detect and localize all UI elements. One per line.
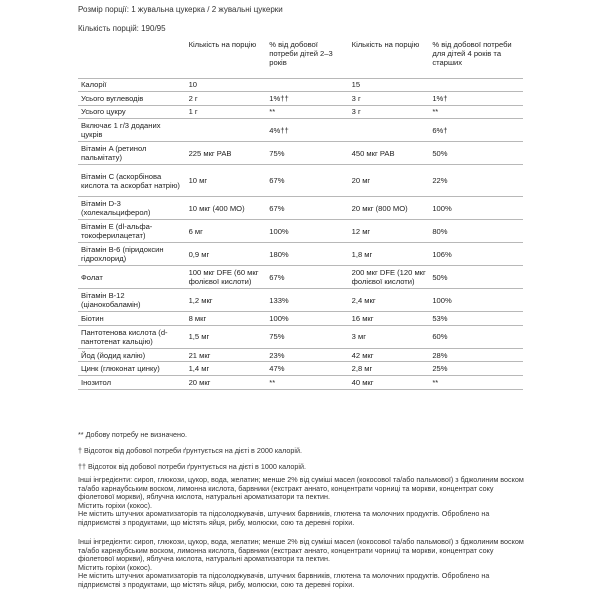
nutrient-name: Калорії <box>78 78 186 92</box>
amount-1: 1,2 мкг <box>186 289 267 312</box>
dv-1: 180% <box>266 243 348 266</box>
amount-2: 42 мкг <box>349 348 430 362</box>
supplement-facts-table <box>78 38 523 390</box>
dv-2: 106% <box>429 243 523 266</box>
header-dv-2: % від добової потреби для дітей 4 років та старших <box>432 40 512 67</box>
dv-1: 75% <box>266 142 348 165</box>
dv-2: ** <box>429 105 523 119</box>
table-row <box>78 362 523 376</box>
nutrient-name: Вітамін D-3 (холекальциферол) <box>78 197 186 220</box>
table-row <box>78 312 523 326</box>
dv-2: 80% <box>429 220 523 243</box>
amount-1: 21 мкг <box>186 348 267 362</box>
amount-1: 1,5 мг <box>186 325 267 348</box>
table-row <box>78 105 523 119</box>
amount-1: 0,9 мг <box>186 243 267 266</box>
dv-1: 1%†† <box>266 92 348 106</box>
allergen-statement: Не містить штучних ароматизаторів та підсолоджувачів, штучних барвників, глютена та молочних продуктів. Оброблено на підприємстві з продуктами, що містять яйця, рибу, молюски, сою та деревні горіхи. <box>78 571 490 589</box>
servings-count: Кількість порцій: 190/95 <box>78 24 166 33</box>
ingredients-text: Інші інгредієнти: сироп, глюкози, цукор, вода, желатин; менше 2% від суміші масел (кокосової та/або пальмової) з бджолиним воском та/або карнаубським воском, лимонна кислота, барвники (екстракт аннато, концентрати чорниці та моркви, концентрат соку фіолетової моркви), яблучна кислота, натуральні ароматизатори та пектин. <box>78 475 524 502</box>
amount-1: 6 мг <box>186 220 267 243</box>
nutrient-name: Фолат <box>78 266 186 289</box>
dv-2: 25% <box>429 362 523 376</box>
footnote-2000-calories: † Відсоток від добової потреби ґрунтується на дієті в 2000 калорій. <box>78 446 303 455</box>
amount-1: 8 мкг <box>186 312 267 326</box>
header-amount-2: Кількість на порцію <box>351 40 420 49</box>
amount-1: 10 <box>186 78 267 92</box>
amount-2: 3 г <box>349 105 430 119</box>
nutrient-name: Вітамін E (dl-альфа-токоферилацетат) <box>78 220 186 243</box>
dv-1: 133% <box>266 289 348 312</box>
amount-2: 16 мкг <box>349 312 430 326</box>
nutrient-name: Вітамін C (аскорбінова кислота та аскорбат натрію) <box>78 165 186 197</box>
dv-2: 28% <box>429 348 523 362</box>
nutrient-name: Усього вуглеводів <box>78 92 186 106</box>
amount-2: 3 мг <box>349 325 430 348</box>
amount-2: 40 мкг <box>349 376 430 390</box>
allergen-statement: Не містить штучних ароматизаторів та підсолоджувачів, штучних барвників, глютена та молочних продуктів. Оброблено на підприємстві з продуктами, що містять яйця, рибу, молюски, сою та деревні горіхи. <box>78 509 490 527</box>
amount-2: 450 мкг РАВ <box>349 142 430 165</box>
nutrient-name: Інозитол <box>78 376 186 390</box>
table-row <box>78 142 523 165</box>
ingredients-text: Інші інгредієнти: сироп, глюкози, цукор, вода, желатин; менше 2% від суміші масел (кокосової та/або пальмової) з бджолиним воском та/або карнаубським воском, лимонна кислота, барвники (екстракт аннато, концентрати чорниці та моркви, концентрат соку фіолетової моркви), яблучна кислота, натуральні ароматизатори та пектин. <box>78 537 524 564</box>
table-row <box>78 289 523 312</box>
amount-2: 2,4 мкг <box>349 289 430 312</box>
dv-1: 67% <box>266 165 348 197</box>
dv-2: 1%† <box>429 92 523 106</box>
nutrient-name: Вітамін A (ретинол пальмітату) <box>78 142 186 165</box>
dv-1: 67% <box>266 197 348 220</box>
nuts-warning: Містить горіхи (кокос). <box>78 500 153 510</box>
footnote-not-established: ** Добову потребу не визначено. <box>78 430 187 439</box>
table-row <box>78 119 523 142</box>
amount-1: 225 мкг РАВ <box>186 142 267 165</box>
amount-2: 3 г <box>349 92 430 106</box>
table-row <box>78 197 523 220</box>
dv-2: 60% <box>429 325 523 348</box>
amount-2: 20 мг <box>349 165 430 197</box>
dv-1: 4%†† <box>266 119 348 142</box>
amount-1: 100 мкг DFE (60 мкг фолієвої кислоти) <box>186 266 267 289</box>
amount-2: 1,8 мг <box>349 243 430 266</box>
dv-1: 75% <box>266 325 348 348</box>
table-row <box>78 78 523 92</box>
dv-2 <box>429 78 523 92</box>
table-row <box>78 266 523 289</box>
amount-1: 2 г <box>186 92 267 106</box>
nutrient-name: Вітамін B-12 (ціанокобаламін) <box>78 289 186 312</box>
dv-2: ** <box>429 376 523 390</box>
dv-1: ** <box>266 376 348 390</box>
table-row <box>78 325 523 348</box>
dv-1 <box>266 78 348 92</box>
amount-1: 20 мкг <box>186 376 267 390</box>
footnote-1000-calories: †† Відсоток від добової потреби ґрунтується на дієті в 1000 калорій. <box>78 462 307 471</box>
nutrient-name: Біотин <box>78 312 186 326</box>
amount-2: 12 мг <box>349 220 430 243</box>
amount-1: 10 мг <box>186 165 267 197</box>
nutrient-name: Цинк (глюконат цинку) <box>78 362 186 376</box>
dv-2: 6%† <box>429 119 523 142</box>
table-row <box>78 92 523 106</box>
dv-1: 67% <box>266 266 348 289</box>
amount-2: 15 <box>349 78 430 92</box>
amount-2: 2,8 мг <box>349 362 430 376</box>
table-row <box>78 348 523 362</box>
serving-size: Розмір порції: 1 жувальна цукерка / 2 жувальні цукерки <box>78 5 283 14</box>
table-header-row <box>78 38 523 78</box>
table-row <box>78 243 523 266</box>
nutrient-name: Включає 1 г/3 доданих цукрів <box>78 119 186 142</box>
dv-2: 100% <box>429 197 523 220</box>
dv-2: 50% <box>429 266 523 289</box>
amount-1: 1,4 мг <box>186 362 267 376</box>
header-nutrient <box>78 38 186 78</box>
dv-1: 47% <box>266 362 348 376</box>
dv-2: 50% <box>429 142 523 165</box>
table-row <box>78 376 523 390</box>
header-amount-1: Кількість на порцію <box>188 40 257 49</box>
amount-1: 10 мкг (400 МО) <box>186 197 267 220</box>
nutrient-name: Йод (йодид калію) <box>78 348 186 362</box>
amount-1 <box>186 119 267 142</box>
dv-1: ** <box>266 105 348 119</box>
dv-1: 100% <box>266 312 348 326</box>
header-dv-1: % від добової потреби дітей 2–3 років <box>269 40 333 67</box>
amount-2 <box>349 119 430 142</box>
table-row <box>78 165 523 197</box>
dv-2: 100% <box>429 289 523 312</box>
ingredients-block <box>78 538 528 590</box>
dv-2: 53% <box>429 312 523 326</box>
dv-1: 100% <box>266 220 348 243</box>
table-row <box>78 220 523 243</box>
nuts-warning: Містить горіхи (кокос). <box>78 562 153 572</box>
nutrient-name: Пантотенова кислота (d-пантотенат кальцію) <box>78 325 186 348</box>
nutrient-name: Вітамін B-6 (піридоксин гідрохлорид) <box>78 243 186 266</box>
dv-1: 23% <box>266 348 348 362</box>
amount-2: 200 мкг DFE (120 мкг фолієвої кислоти) <box>349 266 430 289</box>
ingredients-block <box>78 476 528 528</box>
dv-2: 22% <box>429 165 523 197</box>
amount-2: 20 мкг (800 МО) <box>349 197 430 220</box>
amount-1: 1 г <box>186 105 267 119</box>
nutrient-name: Усього цукру <box>78 105 186 119</box>
